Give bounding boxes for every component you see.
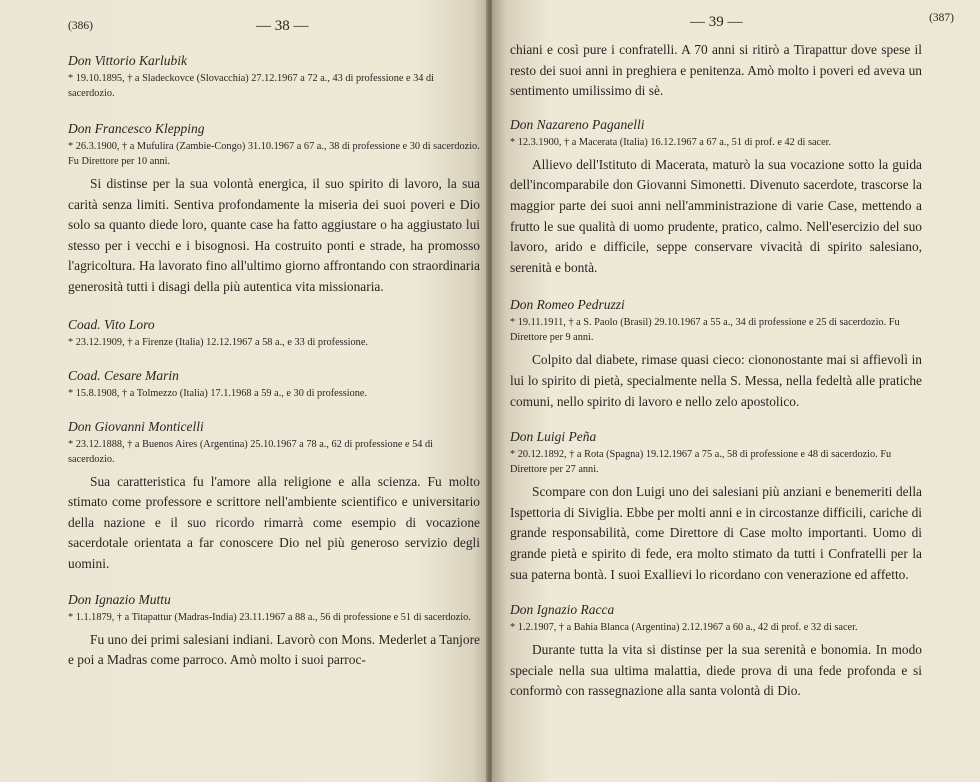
left-page	[0, 0, 488, 782]
entry-name: Don Nazareno Paganelli	[510, 116, 645, 132]
entry-text: Sua caratteristica fu l'amore alla religione e alla scienza. Fu molto stimato come professore e scrittore nell'ambiente scientifico e universitario della nazione e il suo ricordo rimarrà come esempio di vocazione sacerdotale orientata a far conoscere Dio nel più generoso servizio degli uomini.	[68, 473, 480, 571]
right-header	[510, 0, 954, 40]
entry-text: Si distinse per la sua volontà energica, il suo spirito di lavoro, la sua carità senza limiti. Sentiva profondamente la miseria dei suoi poveri e Dio solo sa quanto diede loro, quante case ha fatto aggiustare o ha aggiustato lui stesso per i vecchi e i bisognosi. Ha costruito ponti e strade, ha promosso l'agricoltura. Ha lavorato fino all'ultimo giorno affrontando con straordinaria generosità tutti i disagi della più autentica vita missionaria.	[68, 176, 480, 294]
right-folio: — 39 —	[690, 14, 743, 30]
right-page-number: (387)	[929, 12, 954, 24]
entry-pedruzzi	[510, 296, 922, 412]
entry-dates: * 12.3.1900, † a Macerata (Italia) 16.12.1967 a 67 a., 51 di prof. e 42 di sacer.	[510, 136, 832, 148]
entry-dates: * 26.3.1900, † a Mufulira (Zambie-Congo) 31.10.1967 a 67 a., 38 di professione e 30 di sacerdozio. Fu Direttore per 10 anni.	[68, 141, 480, 167]
entry-muttu	[68, 591, 480, 671]
entry-name: Coad. Vito Loro	[68, 316, 155, 332]
entry-name: Don Vittorio Karlubik	[68, 53, 188, 68]
entry-name: Don Ignazio Muttu	[68, 591, 171, 607]
entry-dates: * 23.12.1909, † a Firenze (Italia) 12.12.1967 a 58 a., e 33 di professione.	[68, 336, 368, 348]
right-page	[492, 0, 980, 782]
entry-name: Don Francesco Klepping	[68, 121, 205, 136]
entry-paganelli	[510, 116, 922, 279]
entry-dates: * 1.2.1907, † a Bahia Blanca (Argentina) 2.12.1967 a 60 a., 42 di prof. e 32 di sacer.	[510, 622, 858, 634]
entry-dates: * 15.8.1908, † a Tolmezzo (Italia) 17.1.1968 a 59 a., e 30 di professione.	[68, 387, 368, 399]
entry-klepping	[68, 120, 480, 298]
entry-dates: * 20.12.1892, † a Rota (Spagna) 19.12.1967 a 75 a., 58 di professione e 48 di sacerdozio. Fu Direttore per 27 anni.	[510, 449, 892, 476]
entry-marin	[68, 367, 480, 401]
entry-dates: * 19.11.1911, † a S. Paolo (Brasil) 29.10.1967 a 55 a., 34 di professione e 25 di sacerdozio. Fu Direttore per 9 anni.	[510, 317, 900, 344]
entry-text: Allievo dell'Istituto di Macerata, maturò la sua vocazione sotto la guida dell'incomparabile don Giovanni Simonetti. Divenuto sacerdote, trascorse la maggior parte dei suoi anni nell'amministrazione di varie Case, mettendo a frutto le sue qualità di uomo prudente, pratico, calmo. Nell'esercizio del suo lavoro, arido e difficile, seppe conservare vivacità di spirito salesiano, serenità e bontà.	[510, 156, 922, 275]
entry-karlubik	[68, 52, 480, 101]
entry-name: Don Luigi Peña	[510, 429, 597, 445]
entry-text: Durante tutta la vita si distinse per la sua serenità e bonomia. In modo speciale nella sua ultima malattia, diede prova di una fede profonda e si conformò con rassegnazione alla santa volontà di Dio.	[510, 642, 922, 699]
entry-name: Don Romeo Pedruzzi	[510, 297, 625, 313]
entry-name: Coad. Cesare Marin	[68, 367, 179, 383]
entry-racca	[510, 601, 922, 702]
left-page-number: (386)	[68, 20, 93, 32]
left-folio: — 38 —	[256, 18, 309, 34]
entry-dates: * 1.1.1879, † a Titapattur (Madras-India) 23.11.1967 a 88 a., 56 di professione e 51 di sacerdozio.	[68, 611, 471, 623]
left-header	[68, 0, 480, 50]
entry-text: Colpito dal diabete, rimase quasi cieco: ciononostante mai si affievolì in lui lo spirito di pietà, specialmente nella S. Messa, nella fedeltà alle pratiche comuni, nello spirito di lavoro e nello zelo apostolico.	[510, 352, 922, 409]
entry-dates: * 23.12.1888, † a Buenos Aires (Argentina) 25.10.1967 a 78 a., 62 di professione e 54 di sacerdozio.	[68, 438, 434, 465]
entry-pena	[510, 428, 922, 585]
entry-text: Fu uno dei primi salesiani indiani. Lavorò con Mons. Mederlet a Tanjore e poi a Madras come parroco. Amò molto i suoi parroc-	[68, 631, 480, 668]
entry-name: Don Ignazio Racca	[510, 602, 615, 618]
entry-loro	[68, 316, 480, 350]
entry-text: Scompare con don Luigi uno dei salesiani più anziani e benemeriti della Ispettoria di Siviglia. Ebbe per molti anni e in circostanze difficili, cariche di grande responsabilità, come Direttore di Case molto importanti. Uomo di grande pietà e spirito di fede, era molto stimato da tutti i Confratelli per la sua paterna bontà. I suoi Exallievi lo ricordano con venerazione ed affetto.	[510, 484, 922, 582]
continuation-text: chiani e così pure i confratelli. A 70 anni si ritirò a Tirapattur dove spese il resto dei suoi anni in preghiera e penitenza. Amò molto i poveri ed aveva un sentimento umilissimo di sè.	[510, 42, 922, 99]
entry-name: Don Giovanni Monticelli	[68, 418, 204, 434]
entry-dates: * 19.10.1895, † a Sladeckovce (Slovacchia) 27.12.1967 a 72 a., 43 di professione e 34 di sacerdozio.	[68, 73, 435, 99]
entry-monticelli	[68, 418, 480, 575]
